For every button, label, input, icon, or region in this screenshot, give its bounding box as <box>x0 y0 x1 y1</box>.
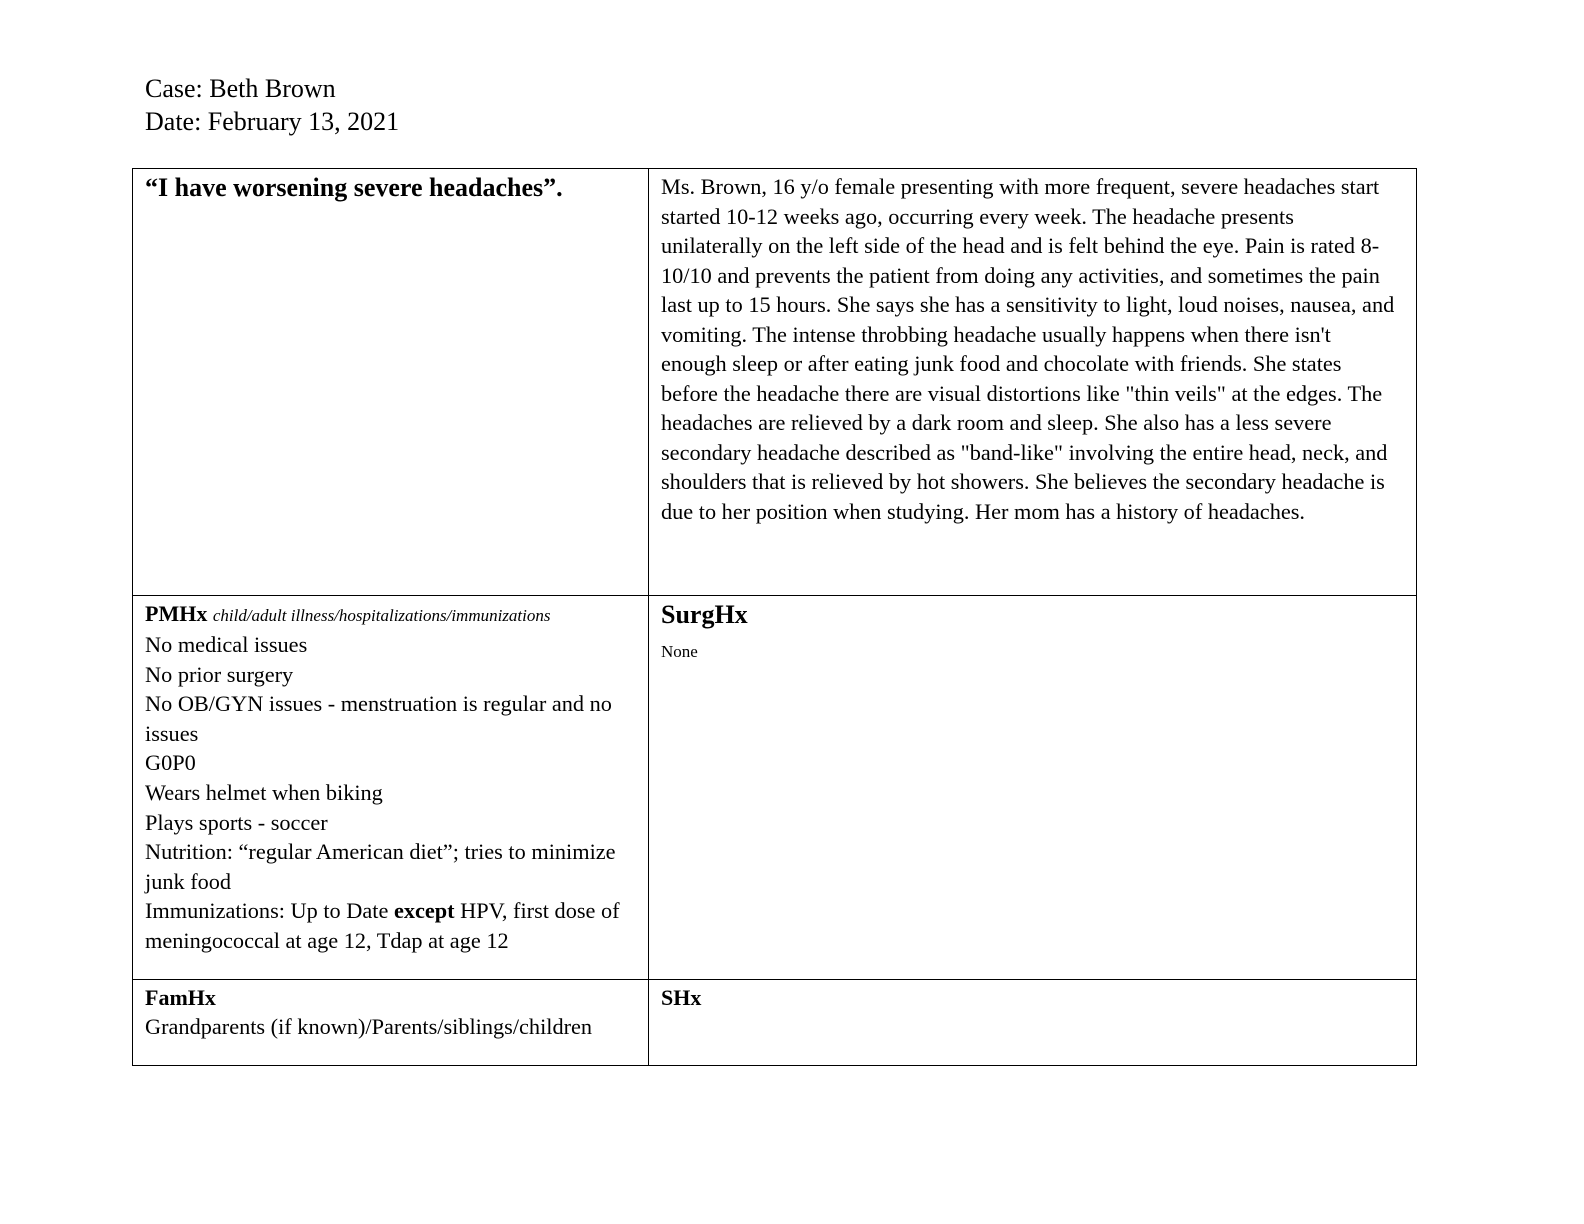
pmhx-subtitle: child/adult illness/hospitalizations/immunizations <box>212 606 551 625</box>
table-row-complaint <box>133 169 1416 595</box>
surghx-cell <box>649 596 1416 979</box>
table-row-family-social <box>133 979 1416 1065</box>
hpi-cell <box>649 169 1416 595</box>
chief-complaint: “I have worsening severe headaches”. <box>145 173 563 202</box>
shx-title: SHx <box>661 985 702 1010</box>
famhx-title: FamHx <box>145 985 216 1010</box>
pmhx-item: Plays sports - soccer <box>145 809 328 835</box>
history-table <box>132 168 1417 1066</box>
table-row-history <box>133 595 1416 979</box>
case-date: Date: February 13, 2021 <box>145 107 400 136</box>
pmhx-item: No OB/GYN issues - menstruation is regular and no issues <box>145 691 612 746</box>
surghx-body: None <box>661 642 698 661</box>
pmhx-cell <box>133 596 649 979</box>
immunizations-emphasis: except <box>393 898 455 924</box>
shx-cell <box>649 980 1416 1065</box>
immunizations-suffix: HPV, first dose of meningococcal at age 12, Tdap at age 12 <box>145 898 620 953</box>
famhx-cell <box>133 980 649 1065</box>
pmhx-item: Wears helmet when biking <box>145 779 383 805</box>
pmhx-item: G0P0 <box>145 750 196 776</box>
hpi-text: Ms. Brown, 16 y/o female presenting with more frequent, severe headaches start started 10-12 weeks ago, occurring every week. The headache presents unilaterally on the left side of the head and is felt behind the eye. Pain is rated 8-10/10 and prevents the patient from doing any activities, and sometimes the pain last up to 15 hours. She says she has a sensitivity to light, loud noises, nausea, and vomiting. The intense throbbing headache usually happens when there isn't enough sleep or after eating junk food and chocolate with friends. She states before the headache there are visual distortions like "thin veils" at the edges. The headaches are relieved by a dark room and sleep. She also has a less severe secondary headache described as "band-like" involving the entire head, neck, and shoulders that is relieved by hot showers. She believes the secondary headache is due to her position when studying. Her mom has a history of headaches. <box>661 174 1395 524</box>
pmhx-heading <box>145 599 636 630</box>
document-header <box>145 72 399 138</box>
pmhx-immunizations <box>145 896 636 955</box>
case-name: Case: Beth Brown <box>145 74 336 103</box>
famhx-body: Grandparents (if known)/Parents/siblings/children <box>145 1014 593 1039</box>
pmhx-item: No prior surgery <box>145 661 294 687</box>
immunizations-prefix: Immunizations: Up to Date <box>145 898 394 924</box>
chief-complaint-cell <box>133 169 649 595</box>
surghx-title: SurgHx <box>661 600 748 629</box>
pmhx-item: No medical issues <box>145 632 308 657</box>
pmhx-item: Nutrition: “regular American diet”; tries to minimize junk food <box>145 839 616 894</box>
pmhx-title: PMHx <box>145 601 208 626</box>
